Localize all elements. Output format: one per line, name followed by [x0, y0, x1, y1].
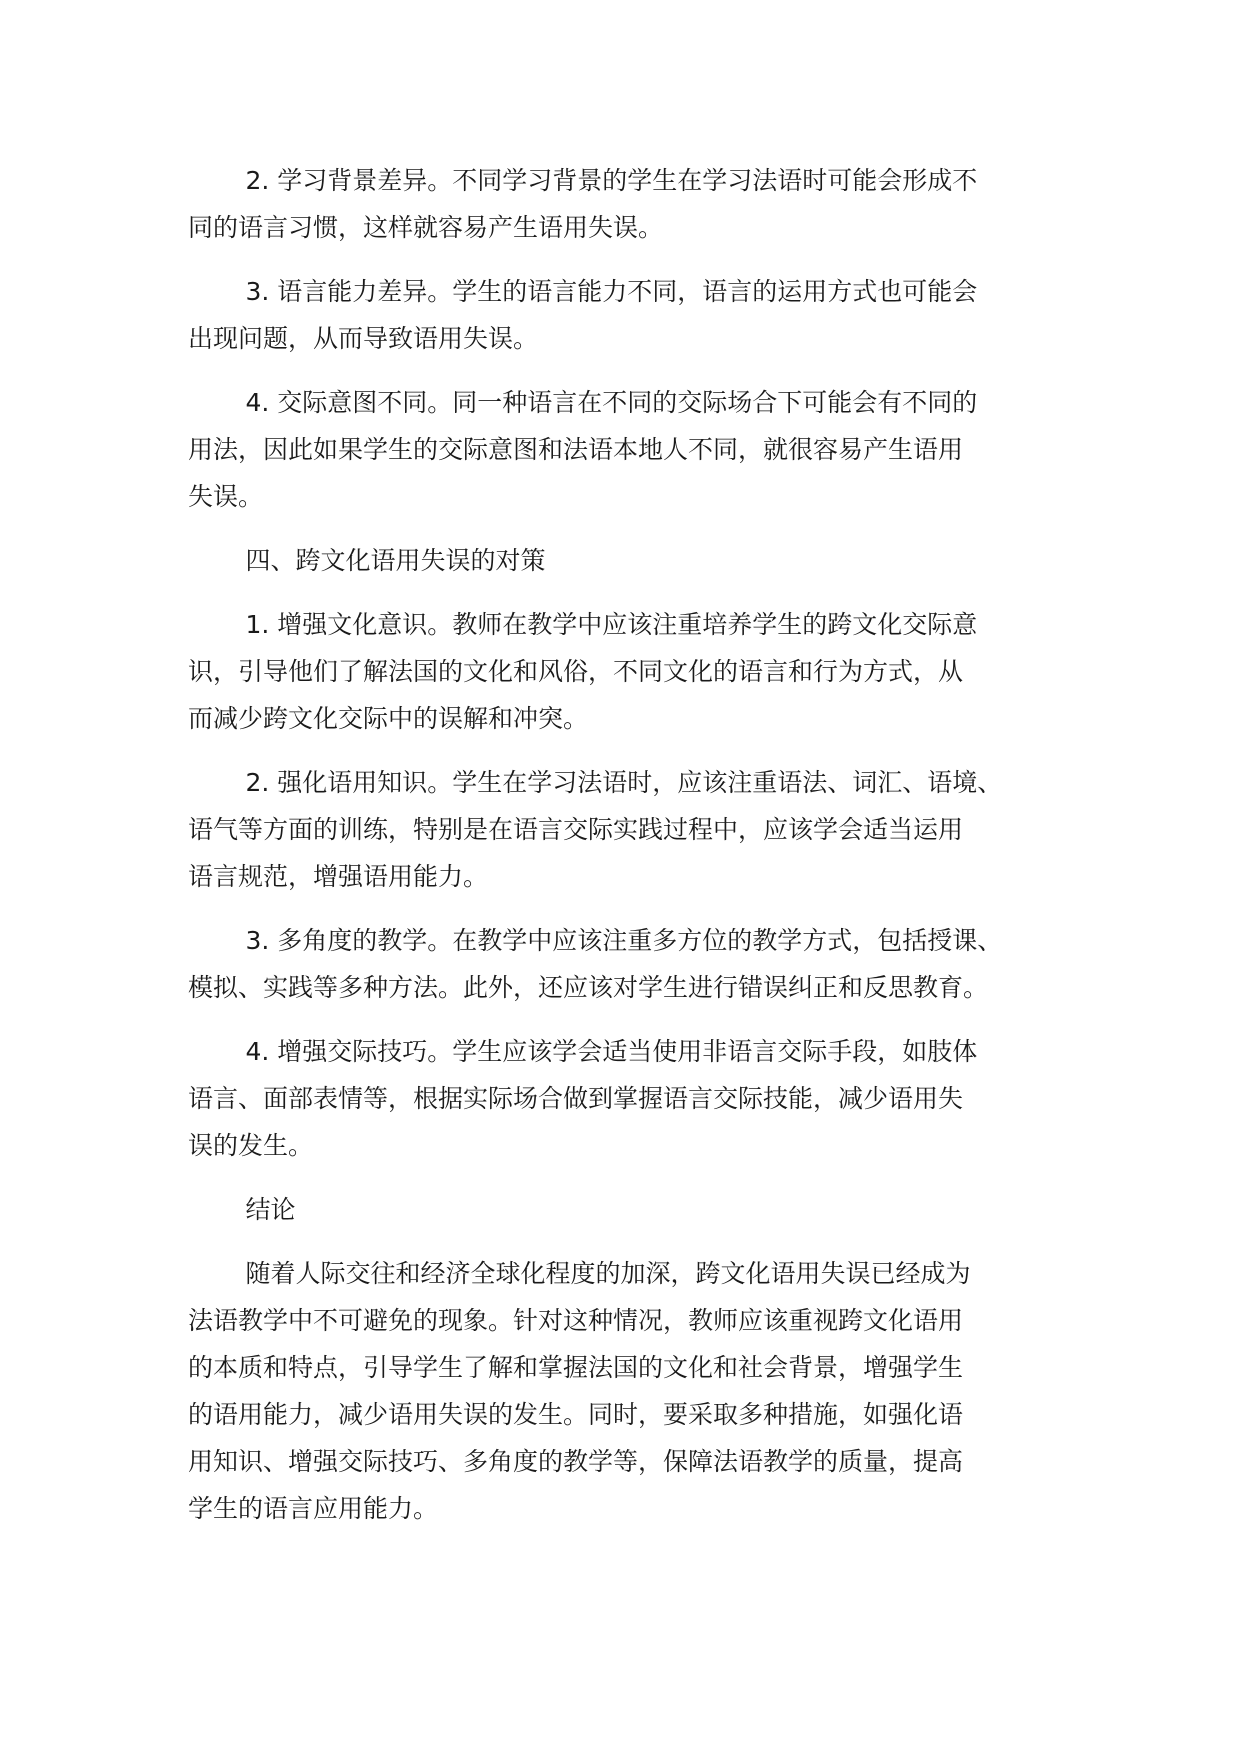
- paragraph-line: 4. 增强交际技巧。学生应该学会适当使用非语言交际手段，如肢体: [245, 1037, 978, 1066]
- paragraph-line: 随着人际交往和经济全球化程度的加深，跨文化语用失误已经成为: [245, 1259, 971, 1288]
- section-heading-countermeasures: [188, 537, 1088, 584]
- paragraph-line: 3. 语言能力差异。学生的语言能力不同，语言的运用方式也可能会: [245, 277, 978, 306]
- paragraph-line: 1. 增强文化意识。教师在教学中应该注重培养学生的跨文化交际意: [245, 610, 978, 639]
- paragraph-line: 3. 多角度的教学。在教学中应该注重多方位的教学方式，包括授课、: [245, 926, 1003, 955]
- paragraph-line: 语言、面部表情等，根据实际场合做到掌握语言交际技能，减少语用失: [188, 1084, 964, 1113]
- paragraph-line: 2. 强化语用知识。学生在学习法语时，应该注重语法、词汇、语境、: [245, 768, 1003, 797]
- paragraph-conclusion: [188, 1250, 1088, 1532]
- paragraph-line: 模拟、实践等多种方法。此外，还应该对学生进行错误纠正和反思教育。: [188, 973, 989, 1002]
- section-heading-conclusion: [188, 1186, 1088, 1233]
- document-body: [188, 157, 1088, 1549]
- paragraph-line: 4. 交际意图不同。同一种语言在不同的交际场合下可能会有不同的: [245, 388, 978, 417]
- paragraph-line: 识，引导他们了解法国的文化和风俗，不同文化的语言和行为方式，从: [188, 657, 964, 686]
- paragraph-learning-background: [188, 157, 1088, 251]
- paragraph-line: 而减少跨文化交际中的误解和冲突。: [188, 704, 589, 733]
- paragraph-line: 用知识、增强交际技巧、多角度的教学等，保障法语教学的质量，提高: [188, 1447, 964, 1476]
- paragraph-line: 语气等方面的训练，特别是在语言交际实践过程中，应该学会适当运用: [188, 815, 964, 844]
- paragraph-multi-angle-teaching: [188, 917, 1088, 1011]
- paragraph-line: 出现问题，从而导致语用失误。: [188, 324, 539, 353]
- section-heading: 结论: [245, 1195, 296, 1224]
- paragraph-communicative-intent: [188, 379, 1088, 520]
- paragraph-line: 失误。: [188, 482, 264, 511]
- paragraph-line: 用法，因此如果学生的交际意图和法语本地人不同，就很容易产生语用: [188, 435, 964, 464]
- paragraph-line: 语言规范，增强语用能力。: [188, 862, 489, 891]
- paragraph-line: 的语用能力，减少语用失误的发生。同时，要采取多种措施，如强化语: [188, 1400, 964, 1429]
- paragraph-pragmatic-knowledge: [188, 759, 1088, 900]
- paragraph-line: 的本质和特点，引导学生了解和掌握法国的文化和社会背景，增强学生: [188, 1353, 964, 1382]
- section-heading: 四、跨文化语用失误的对策: [245, 546, 546, 575]
- paragraph-line: 2. 学习背景差异。不同学习背景的学生在学习法语时可能会形成不: [245, 166, 978, 195]
- paragraph-language-ability: [188, 268, 1088, 362]
- paragraph-line: 同的语言习惯，这样就容易产生语用失误。: [188, 213, 664, 242]
- paragraph-line: 学生的语言应用能力。: [188, 1494, 439, 1523]
- paragraph-communication-skills: [188, 1028, 1088, 1169]
- paragraph-line: 法语教学中不可避免的现象。针对这种情况，教师应该重视跨文化语用: [188, 1306, 964, 1335]
- paragraph-cultural-awareness: [188, 601, 1088, 742]
- paragraph-line: 误的发生。: [188, 1131, 314, 1160]
